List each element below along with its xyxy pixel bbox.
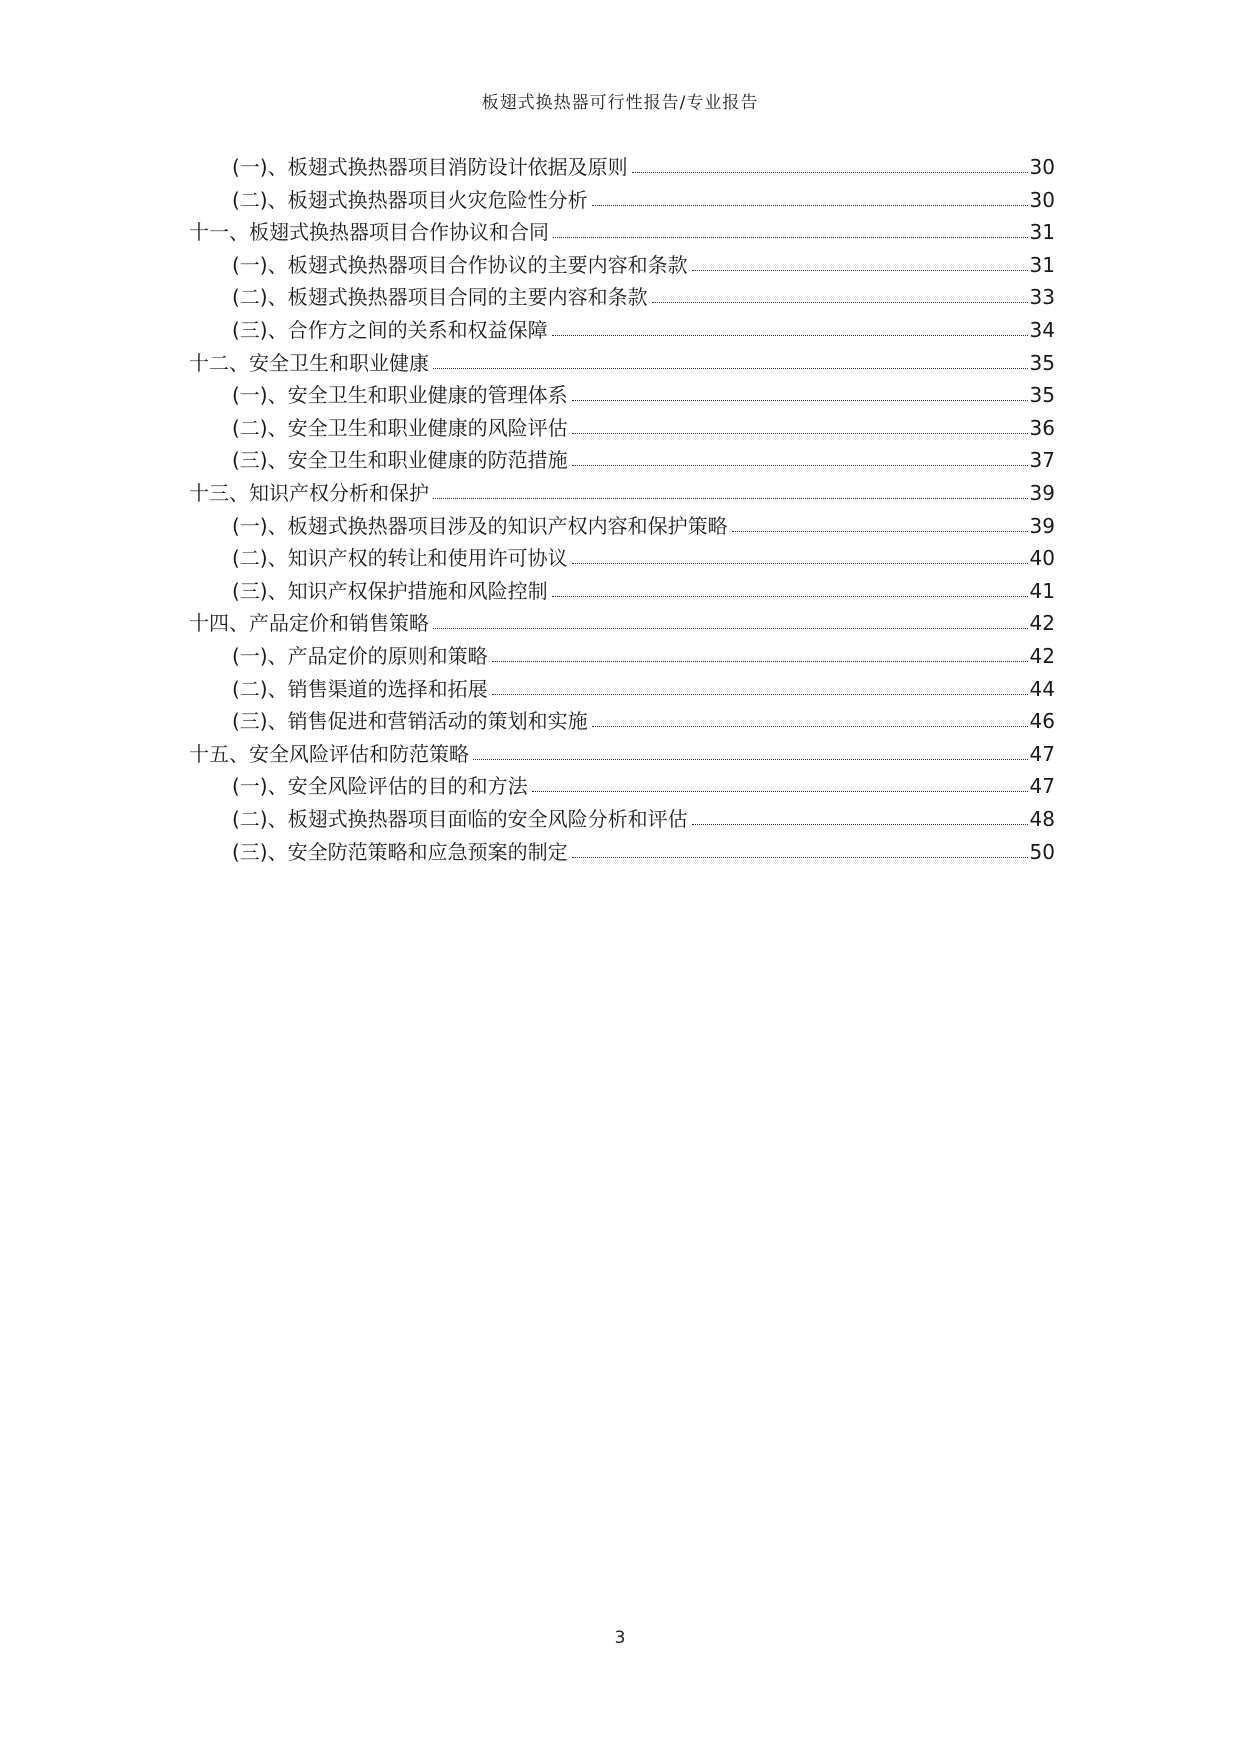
toc-entry-page: 47 bbox=[1029, 774, 1055, 799]
toc-entry-title: (二)、板翅式换热器项目火灾危险性分析 bbox=[232, 187, 588, 212]
toc-entry-title: (一)、产品定价的原则和策略 bbox=[232, 644, 488, 668]
toc-entry-page: 50 bbox=[1029, 839, 1055, 864]
toc-entry-title: (二)、销售渠道的选择和拓展 bbox=[232, 676, 488, 701]
toc-entry-title: (一)、板翅式换热器项目合作协议的主要内容和条款 bbox=[232, 252, 688, 277]
toc-section-entry[interactable] bbox=[232, 767, 1055, 799]
toc-entry-page: 30 bbox=[1029, 187, 1055, 212]
toc-dot-leader bbox=[553, 237, 1028, 238]
toc-section-entry[interactable] bbox=[232, 311, 1055, 343]
toc-entry-title: (三)、销售促进和营销活动的策划和实施 bbox=[232, 709, 588, 734]
toc-section-entry[interactable] bbox=[232, 539, 1055, 571]
toc-entry-title: (三)、知识产权保护措施和风险控制 bbox=[232, 578, 548, 603]
toc-dot-leader bbox=[552, 596, 1028, 597]
toc-dot-leader bbox=[592, 205, 1028, 206]
toc-entry-page: 30 bbox=[1029, 155, 1055, 179]
toc-dot-leader bbox=[632, 172, 1028, 173]
toc-section-entry[interactable] bbox=[232, 670, 1055, 702]
toc-dot-leader bbox=[473, 759, 1028, 760]
toc-entry-title: (二)、安全卫生和职业健康的风险评估 bbox=[232, 415, 568, 440]
toc-dot-leader bbox=[532, 791, 1028, 792]
toc-dot-leader bbox=[552, 335, 1028, 336]
toc-entry-title: 十四、产品定价和销售策略 bbox=[189, 611, 429, 636]
toc-entry-page: 39 bbox=[1029, 481, 1055, 505]
toc-entry-page: 40 bbox=[1029, 546, 1055, 571]
toc-entry-page: 35 bbox=[1029, 350, 1055, 375]
toc-dot-leader bbox=[592, 726, 1028, 727]
toc-chapter-entry[interactable] bbox=[189, 213, 1055, 245]
toc-chapter-entry[interactable] bbox=[189, 344, 1055, 376]
toc-entry-page: 46 bbox=[1029, 709, 1055, 734]
toc-chapter-entry[interactable] bbox=[189, 735, 1055, 767]
toc-dot-leader bbox=[433, 498, 1028, 499]
toc-entry-page: 37 bbox=[1029, 448, 1055, 473]
toc-entry-title: (二)、知识产权的转让和使用许可协议 bbox=[232, 546, 568, 571]
toc-dot-leader bbox=[692, 824, 1028, 825]
toc-chapter-entry[interactable] bbox=[189, 474, 1055, 506]
toc-entry-page: 44 bbox=[1029, 676, 1055, 701]
toc-dot-leader bbox=[732, 531, 1028, 532]
toc-dot-leader bbox=[572, 465, 1028, 466]
toc-entry-title: 十三、知识产权分析和保护 bbox=[189, 481, 429, 505]
page-header-title: 板翅式换热器可行性报告/专业报告 bbox=[481, 93, 759, 113]
toc-entry-title: (一)、安全风险评估的目的和方法 bbox=[232, 774, 528, 799]
page-number: 3 bbox=[614, 1628, 626, 1648]
toc-entry-page: 48 bbox=[1029, 807, 1055, 831]
toc-entry-title: (一)、安全卫生和职业健康的管理体系 bbox=[232, 383, 568, 408]
toc-entry-page: 36 bbox=[1029, 415, 1055, 440]
toc-dot-leader bbox=[433, 628, 1028, 629]
toc-section-entry[interactable] bbox=[232, 572, 1055, 604]
toc-entry-title: 十五、安全风险评估和防范策略 bbox=[189, 741, 469, 766]
toc-section-entry[interactable] bbox=[232, 181, 1055, 213]
toc-entry-title: (二)、板翅式换热器项目合同的主要内容和条款 bbox=[232, 285, 648, 310]
toc-section-entry[interactable] bbox=[232, 148, 1055, 180]
toc-section-entry[interactable] bbox=[232, 702, 1055, 734]
toc-entry-page: 35 bbox=[1029, 383, 1055, 408]
toc-dot-leader bbox=[492, 694, 1028, 695]
toc-entry-title: (一)、板翅式换热器项目消防设计依据及原则 bbox=[232, 155, 628, 179]
toc-section-entry[interactable] bbox=[232, 278, 1055, 310]
toc-dot-leader bbox=[433, 368, 1028, 369]
toc-dot-leader bbox=[492, 661, 1028, 662]
toc-dot-leader bbox=[572, 400, 1028, 401]
toc-entry-page: 41 bbox=[1029, 578, 1055, 603]
toc-entry-title: (二)、板翅式换热器项目面临的安全风险分析和评估 bbox=[232, 807, 688, 831]
toc-entry-page: 39 bbox=[1029, 513, 1055, 538]
toc-section-entry[interactable] bbox=[232, 637, 1055, 669]
toc-entry-title: 十二、安全卫生和职业健康 bbox=[189, 350, 429, 375]
toc-entry-page: 31 bbox=[1029, 252, 1055, 277]
toc-entry-title: (三)、安全防范策略和应急预案的制定 bbox=[232, 839, 568, 864]
toc-chapter-entry[interactable] bbox=[189, 604, 1055, 636]
toc-entry-page: 31 bbox=[1029, 220, 1055, 245]
toc-section-entry[interactable] bbox=[232, 507, 1055, 539]
toc-entry-page: 42 bbox=[1029, 611, 1055, 636]
toc-entry-page: 47 bbox=[1029, 741, 1055, 766]
toc-section-entry[interactable] bbox=[232, 376, 1055, 408]
toc-section-entry[interactable] bbox=[232, 409, 1055, 441]
toc-entry-title: (三)、安全卫生和职业健康的防范措施 bbox=[232, 448, 568, 473]
toc-section-entry[interactable] bbox=[232, 246, 1055, 278]
toc-dot-leader bbox=[572, 563, 1028, 564]
toc-section-entry[interactable] bbox=[232, 441, 1055, 473]
toc-entry-title: 十一、板翅式换热器项目合作协议和合同 bbox=[189, 220, 549, 245]
toc-entry-page: 34 bbox=[1029, 318, 1055, 342]
toc-section-entry[interactable] bbox=[232, 833, 1055, 865]
toc-dot-leader bbox=[652, 302, 1028, 303]
toc-dot-leader bbox=[572, 857, 1028, 858]
toc-entry-page: 33 bbox=[1029, 285, 1055, 310]
toc-entry-page: 42 bbox=[1029, 644, 1055, 668]
toc-dot-leader bbox=[572, 433, 1028, 434]
toc-dot-leader bbox=[692, 270, 1028, 271]
toc-entry-title: (一)、板翅式换热器项目涉及的知识产权内容和保护策略 bbox=[232, 513, 728, 538]
toc-entry-title: (三)、合作方之间的关系和权益保障 bbox=[232, 318, 548, 342]
toc-section-entry[interactable] bbox=[232, 800, 1055, 832]
